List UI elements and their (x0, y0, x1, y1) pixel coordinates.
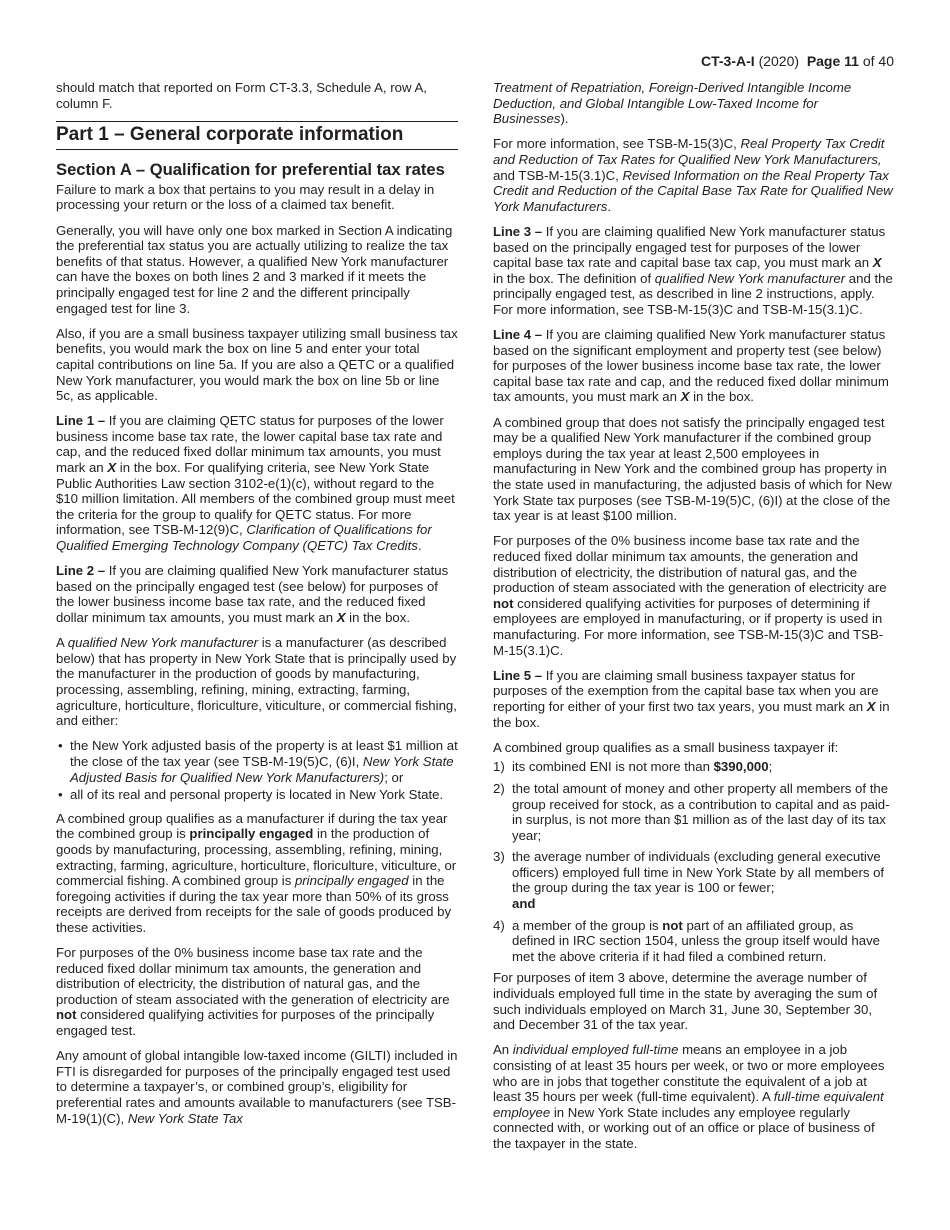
line1-text-b: in the box. For qualifying criteria, see New York State Public Authorities Law section 3102-e(1)(c), without regard to the $10 million limitation. All members of the combined group must meet the criteria for the group to qualify for QETC status. For more information, see TSB-M-12(9)C, (56, 460, 455, 538)
line4-text-a: If you are claiming qualified New York manufacturer status based on the significant employment and property test (see below) for purposes of the lower business income base tax rate, the lower capital base tax rate and cap, and the reduced fixed dollar minimum tax amounts, you must mark an (493, 327, 889, 405)
item3-purpose-paragraph: For purposes of item 3 above, determine the average number of individuals employed full time in the state by averaging the sum of such individuals employed on March 31, June 30, September 30, and December 31 of the tax year. (493, 970, 878, 1033)
combined-bold: principally engaged (189, 826, 314, 842)
line4-text-b: in the box. (689, 389, 754, 405)
line3-text-b: in the box. The definition of (493, 270, 655, 286)
x-mark: X (107, 460, 117, 476)
zero-pct-b: considered qualifying activities for purposes of the principally engaged test. (56, 1007, 435, 1039)
combined-b: in the production of goods by manufacturing, processing, assembling, refining, mining, extracting, farming, agriculture, horticulture, floriculture, viticulture, or commercial fishing. A combined group is (56, 826, 457, 889)
gilti-continued-paragraph (493, 80, 895, 127)
fulltime-b: means an employee in a job consisting of at least 35 hours per week, or two or more employees who are in jobs that together constitute the equivalent of a job at least 35 hours per week (full-time equivalent). A (493, 1042, 885, 1105)
fulltime-italic2: full-time equivalent employee (493, 1089, 884, 1120)
line3-paragraph (493, 224, 895, 318)
qnym-b: is a manufacturer (as described below) that has property in New York State that is principally used by the manufacturer in the production of goods by manufacturing, processing, assembling, refining, mining, extracting, farming, agriculture, horticulture, floriculture, viticulture, or commercial fishing, and either: (56, 635, 457, 729)
x-mark: X (872, 255, 882, 271)
line3-label: Line 3 – (493, 223, 543, 239)
combined-manufacturer-paragraph (56, 811, 458, 936)
line4-label: Line 4 – (493, 327, 543, 343)
fulltime-c: in New York State includes any employee regularly connected with, or working out of an office or place of business of the taxpayer in the state. (493, 1104, 875, 1151)
combined-not-paragraph: A combined group that does not satisfy the principally engaged test may be a qualified New York manufacturer if the combined group employs during the tax year at least 2,500 employees in manufacturing in New York and the combined group has property in the state used in manufacturing, the adjusted basis of which for New York State tax purposes (see TSB-M-19(5)C, (6)I) at the close of the tax year is at least $100 million. (493, 414, 892, 524)
zero-pct2-bold: not (493, 595, 514, 611)
line5-paragraph (493, 668, 895, 730)
item3-text: the average number of individuals (excluding general executive officers) employed full time in New York State by all members of the group during the tax year is 100 or fewer; (512, 849, 885, 896)
bullet1-b: ; or (384, 769, 404, 785)
line3-italic: qualified New York manufacturer (654, 270, 846, 286)
right-column (493, 80, 895, 1161)
item4-a: a member of the group is (512, 917, 663, 933)
line1-label: Line 1 – (56, 413, 106, 429)
fulltime-a: An (493, 1042, 513, 1058)
page-header (701, 52, 894, 70)
item2-text: the total amount of money and other property all members of the group received for stock, as a contribution to capital and as paid-in surplus, is not more than $1 million as of the last day of its tax year; (512, 780, 890, 843)
section-title: Section A – Qualification for preferential tax rates (56, 159, 445, 179)
bullet1-a: the New York adjusted basis of the property is at least $1 million at the close of the tax year (see TSB-M-19(5)C, (6)I, (70, 738, 458, 769)
more-info-paragraph (493, 136, 895, 214)
x-mark: X (336, 610, 346, 625)
item-number: 1) (493, 759, 505, 775)
combined-a: A combined group qualifies as a manufacturer if during the tax year the combined group is (56, 810, 448, 842)
item-number: 4) (493, 917, 505, 933)
page-of: of 40 (862, 53, 894, 69)
line5-text-b: in the box. (493, 698, 890, 730)
line1-text-a: If you are claiming QETC status for purposes of the lower business income base tax rate, the lower capital base tax rate and cap, and the reduced fixed dollar minimum tax amounts, you must mark an (56, 413, 444, 476)
item4-bold: not (662, 917, 683, 933)
x-mark: X (866, 698, 876, 714)
line1-italic: Clarification of Qualifications for Qualified Emerging Technology Company (QETC) Tax Credits (56, 522, 432, 554)
line1-end: . (417, 538, 422, 554)
zero-percent-paragraph (56, 945, 458, 1039)
gilti-a: Any amount of global intangible low-taxed income (GILTI) included in FTI is disregarded for purposes of the principally engaged test used to determine a taxpayer’s, or combined group’s, eligibility for preferential rates and amounts available to manufacturers (see TSB-M-19(1)(C), (56, 1048, 458, 1126)
continued-paragraph: should match that reported on Form CT-3.3, Schedule A, row A, column F. (56, 80, 427, 111)
item4-b: part of an affiliated group, as defined in IRC section 1504, unless the group itself would have met the above criteria if it had filed a combined return. (512, 917, 881, 964)
list-item (493, 759, 895, 775)
combined-italic: principally engaged (294, 873, 409, 889)
list-item (493, 849, 895, 911)
line2-paragraph (56, 563, 458, 625)
also-paragraph: Also, if you are a small business taxpayer utilizing small business tax benefits, you would mark the box on line 5 and enter your total capital contributions on line 5a. If you are also a QETC or a qualified New York manufacturer, you would mark the box on line 5b or line 5c, as applicable. (56, 325, 458, 404)
item-number: 2) (493, 780, 505, 796)
line2-label: Line 2 – (56, 563, 106, 579)
item1-b: ; (768, 759, 773, 775)
zero-percent-paragraph-2 (493, 533, 895, 658)
failure-paragraph: Failure to mark a box that pertains to you may result in a delay in processing your return or the loss of a claimed tax benefit. (56, 181, 435, 213)
bullet1-italic: New York State Adjusted Basis for Qualified New York Manufacturers) (70, 753, 454, 785)
zero-pct-bold: not (56, 1007, 77, 1023)
line2-text-a: If you are claiming qualified New York manufacturer status based on the principally engaged test (see below) for purposes of the lower business income base tax rate, and the reduced fixed dollar minimum tax amounts, you must mark an (56, 563, 449, 625)
small-business-criteria-list (493, 759, 895, 964)
form-id: CT-3-A-I (701, 53, 755, 69)
combined-c: in the foregoing activities if during the tax year more than 50% of its gross receipts are derived from receipts for the sale of goods produced by these activities. (56, 873, 452, 935)
line3-text-c: and the principally engaged test, as described in line 2 instructions, apply. For more information, see TSB-M-15(3)C and TSB-M-15(3.1)C. (493, 270, 893, 317)
small-business-intro: A combined group qualifies as a small business taxpayer if: (493, 739, 839, 755)
list-item (56, 738, 458, 785)
more-info-b: and TSB-M-15(3.1)C, (493, 167, 623, 183)
gilti-cont-end: ). (560, 111, 569, 127)
page-label: Page 11 (806, 53, 859, 69)
more-info-end: . (607, 198, 612, 214)
zero-pct2-b: considered qualifying activities for purposes of determining if employees are employed in manufacturing, or if property is used in manufacturing. For more information, see TSB-M-15(3)C and TSB-M-15(3.1)C. (493, 595, 884, 658)
line2-text-b: in the box. (345, 610, 411, 625)
fulltime-italic1: individual employed full-time (512, 1042, 679, 1058)
more-info-italic2: Revised Information on the Real Property Tax Credit and Reduction of the Capital Base Tax Rate for Qualified New York Manufacturers (493, 167, 893, 214)
gilti-cont-italic: Treatment of Repatriation, Foreign-Derived Intangible Income Deduction, and Global Intangible Low-Taxed Income for Businesses (493, 80, 852, 127)
line1-paragraph (56, 413, 458, 553)
gilti-italic: New York State Tax (127, 1110, 243, 1126)
item1-bold: $390,000 (713, 759, 769, 775)
qnym-a: A (56, 635, 68, 651)
criteria-list (56, 738, 458, 802)
item1-a: its combined ENI is not more than (512, 759, 714, 775)
line5-text-a: If you are claiming small business taxpayer status for purposes of the exemption from the capital base tax when you are reporting for either of your first two tax years, you must mark an (493, 667, 879, 714)
more-info-italic1: Real Property Tax Credit and Reduction of Tax Rates for Qualified New York Manufacturers, (493, 136, 885, 167)
zero-pct2-a: For purposes of the 0% business income base tax rate and the reduced fixed dollar minimum tax amounts, the generation and distribution of electricity, the distribution of natural gas, and the production of steam associated with the generation of electricity are (493, 533, 887, 596)
fulltime-paragraph (493, 1042, 895, 1151)
qnym-italic: qualified New York manufacturer (67, 635, 259, 651)
item3-bold: and (512, 896, 536, 912)
list-item (493, 781, 895, 843)
qualified-manufacturer-paragraph (56, 635, 458, 729)
list-item: • all of its real and personal property is located in New York State. (56, 787, 458, 803)
item-number: 3) (493, 849, 505, 865)
list-item (493, 918, 895, 965)
line4-paragraph (493, 327, 895, 405)
part-title: Part 1 – General corporate information (56, 121, 458, 150)
left-column (56, 80, 458, 1136)
more-info-a: For more information, see TSB-M-15(3)C, (493, 136, 741, 152)
generally-paragraph: Generally, you will have only one box marked in Section A indicating the preferential tax status you are actually utilizing to realize the tax benefits of that status. However, a qualified New York manufacturer can have the boxes on both lines 2 and 3 marked if it meets the principally engaged test for line 2 and the different principally engaged test for line 3. (56, 222, 453, 316)
form-year: (2020) (758, 53, 800, 69)
line3-text-a: If you are claiming qualified New York manufacturer status based on the principally engaged test for purposes of the lower capital base tax rate and capital base tax cap, you must mark an (493, 223, 886, 271)
x-mark: X (680, 389, 690, 405)
line5-label: Line 5 – (493, 667, 543, 683)
gilti-paragraph (56, 1048, 458, 1126)
zero-pct-a: For purposes of the 0% business income base tax rate and the reduced fixed dollar minimum tax amounts, the generation and distribution of electricity, the distribution of natural gas, and the production of steam associated with the generation of electricity are (56, 945, 450, 1007)
